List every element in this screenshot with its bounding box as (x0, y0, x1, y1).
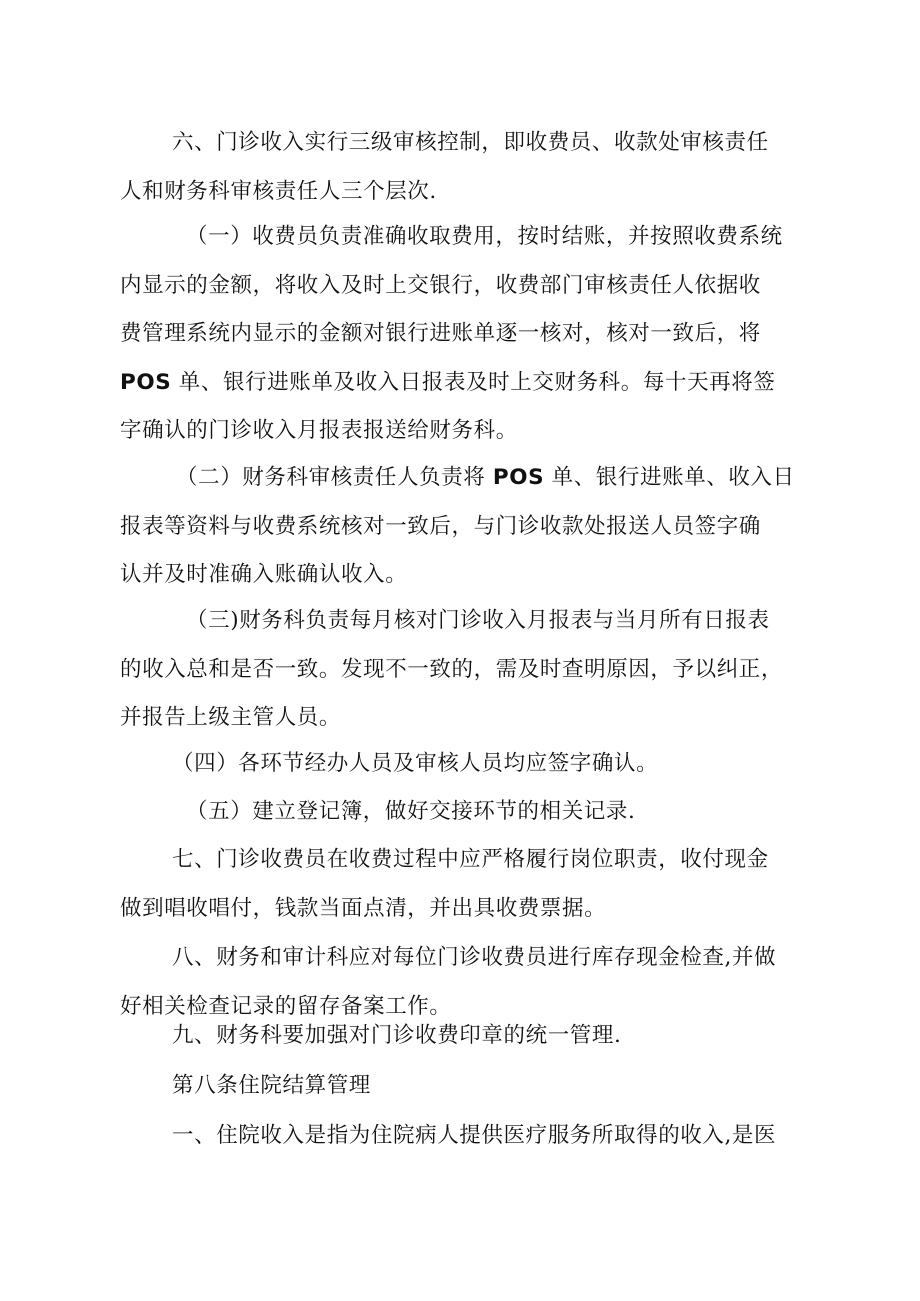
text-line: （四）各环节经办人员及审核人员均应签字确认。 (172, 751, 659, 776)
text-line: （一）收费员负责准确收取费用，按时结账，并按照收费系统 (186, 224, 783, 249)
article-heading: 第八条住院结算管理 (172, 1073, 371, 1098)
text-line: 并报告上级主管人员。 (120, 705, 342, 730)
text-line: 的收入总和是否一致。发现不一致的，需及时查明原因，予以纠正， (120, 656, 784, 682)
paragraph-nine (120, 1012, 810, 1061)
paragraph-item-five (120, 788, 810, 837)
text-line: 认并及时准确入账确认收入。 (120, 562, 408, 587)
paragraph-item-four (120, 740, 810, 789)
text-line: 费管理系统内显示的金额对银行进账单逐一核对，核对一致后，将 (120, 321, 761, 346)
pos-term: POS (120, 369, 172, 395)
text-line: 八、财务和审计科应对每位门诊收费员进行库存现金检查,并做 (172, 945, 777, 970)
text-line: 好相关检查记录的留存备案工作。 (120, 993, 452, 1019)
paragraph-inpatient-one (120, 1112, 810, 1161)
paragraph-item-two (120, 454, 810, 600)
text-line: 一、住院收入是指为住院病人提供医疗服务所取得的收入,是医 (172, 1123, 777, 1148)
text-line: 内显示的金额，将收入及时上交银行，收费部门审核责任人依据收 (120, 272, 761, 298)
text-line: 九、财务科要加强对门诊收费印章的统一管理. (172, 1023, 622, 1048)
paragraph-six (120, 119, 810, 216)
text-line-pos: （二）财务科审核责任人负责将 POS 单、银行进账单、收入日 (176, 465, 795, 490)
text-line: （三)财务科负责每月核对门诊收入月报表与当月所有日报表 (186, 608, 770, 633)
text-line: 人和财务科审核责任人三个层次. (120, 178, 437, 204)
text-line: 字确认的门诊收入月报表报送给财务科。 (120, 418, 518, 443)
paragraph-item-one (120, 213, 810, 456)
text-line: 七、门诊收费员在收费过程中应严格履行岗位职责，收付现金 (172, 847, 769, 872)
pos-term: POS (492, 465, 545, 490)
text-line: 报表等资料与收费系统核对一致后，与门诊收款处报送人员签字确 (120, 513, 761, 539)
text-line-pos: POS 单、银行进账单及收入日报表及时上交财务科。每十天再将签 (120, 369, 776, 395)
text-line: （五）建立登记簿，做好交接环节的相关记录. (186, 799, 636, 824)
text-line: 六、门诊收入实行三级审核控制，即收费员、收款处审核责任 (172, 130, 769, 155)
section-heading (120, 1062, 810, 1111)
paragraph-item-three (120, 597, 810, 743)
text-line: 做到唱收唱付，钱款当面点清，并出具收费票据。 (120, 895, 607, 921)
paragraph-seven (120, 836, 810, 933)
